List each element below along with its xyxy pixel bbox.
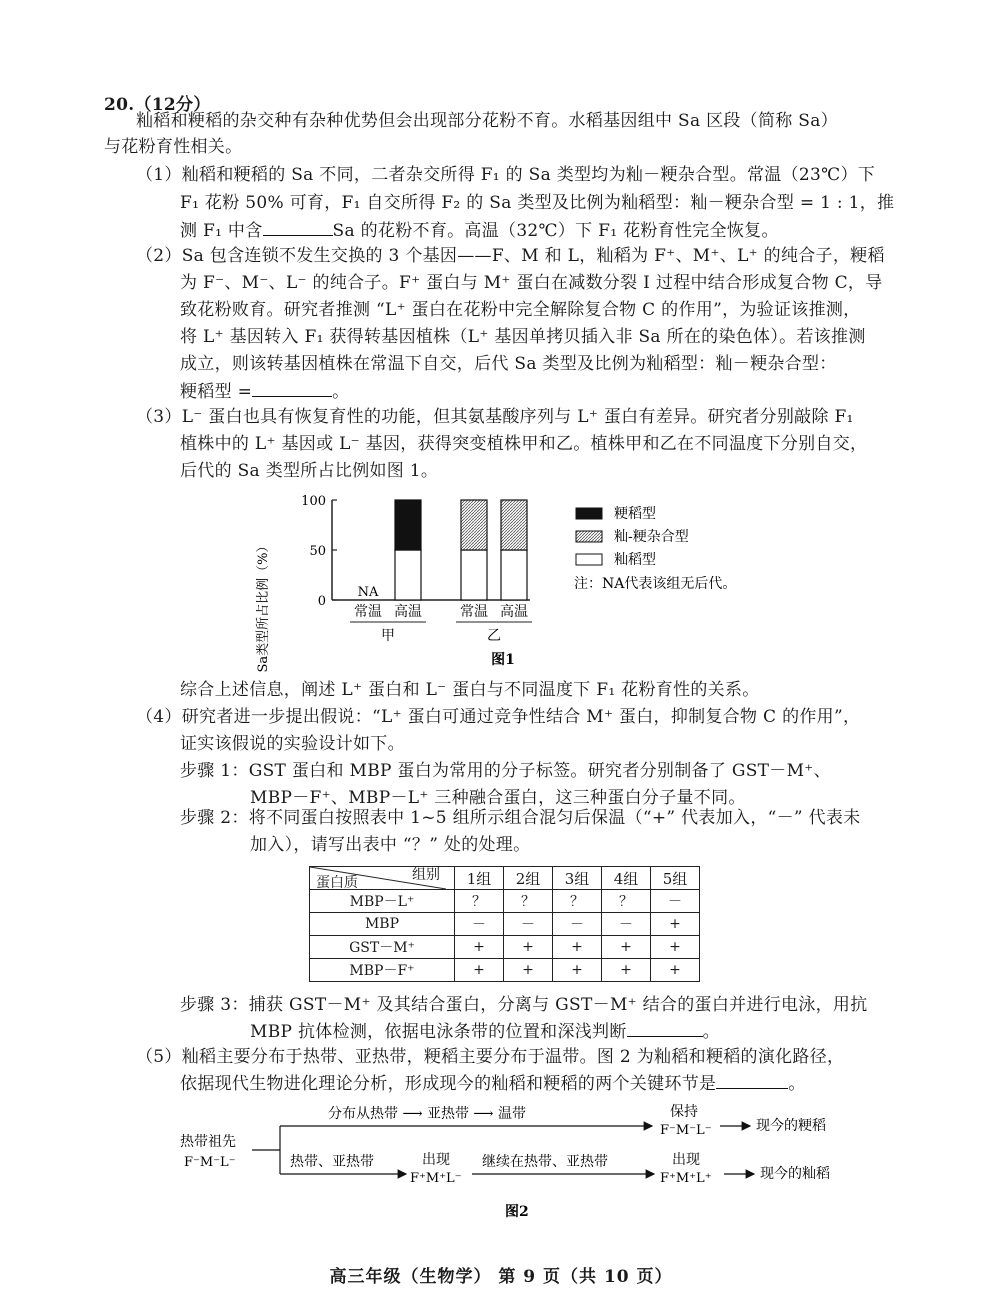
table-cell: + — [455, 936, 504, 959]
group-header: 1组 — [455, 867, 504, 890]
experiment-table — [309, 866, 700, 982]
table-cell: + — [651, 959, 700, 982]
table-row — [310, 936, 700, 959]
legend-label-japonica: 粳稻型 — [614, 506, 656, 522]
part3-question: 综合上述信息，阐述 L⁺ 蛋白和 L⁻ 蛋白与不同温度下 F₁ 花粉育性的关系。 — [180, 680, 760, 700]
table-cell: + — [553, 936, 602, 959]
table-row — [310, 890, 700, 913]
step2-line-2: 加入），请写出表中 “？” 处的处理。 — [250, 835, 531, 855]
na-label: NA — [357, 585, 379, 600]
figure-1-title: 图1 — [491, 652, 515, 668]
table-header-row — [310, 867, 700, 890]
question-number: 20. — [104, 95, 135, 115]
x-tick-label: 高温 — [500, 604, 528, 620]
y-tick-label: 50 — [309, 544, 326, 559]
table-cell: + — [455, 959, 504, 982]
part3-line-2: 植株中的 L⁺ 基因或 L⁻ 基因，获得突变植株甲和乙。植株甲和乙在不同温度下分别自交， — [180, 434, 868, 454]
table-cell[interactable]: ？ — [602, 890, 651, 913]
table-cell: － — [455, 913, 504, 936]
figure-1-chart — [240, 488, 780, 673]
part1-line-2: F₁ 花粉 50% 可育，F₁ 自交所得 F₂ 的 Sa 类型及比例为籼稻型：籼－粳杂合型 = 1 : 1，推 — [180, 193, 895, 213]
part5-line-1: （5）籼稻主要分布于热带、亚热带，粳稻主要分布于温带。图 2 为籼稻和粳稻的演化路径， — [136, 1047, 845, 1067]
part5-line-2: 依据现代生物进化理论分析，形成现今的籼稻和粳稻的两个关键环节是 。 — [180, 1070, 806, 1097]
legend-label-hybrid: 籼-粳杂合型 — [614, 529, 689, 545]
table-row — [310, 959, 700, 982]
intro-line-2: 与花粉育性相关。 — [104, 137, 243, 157]
bar-segment — [501, 500, 527, 550]
ancestor-genotype: F⁻M⁻L⁻ — [184, 1155, 236, 1170]
corner-label-protein: 蛋白质 — [316, 875, 358, 891]
table-cell: － — [553, 913, 602, 936]
y-tick-label: 100 — [301, 494, 326, 509]
figure-2-title: 图2 — [505, 1204, 529, 1220]
legend-swatch-japonica — [576, 508, 602, 519]
legend-swatch-hybrid — [576, 531, 602, 542]
page-footer: 高三年级（生物学） 第 9 页（共 10 页） — [329, 1267, 673, 1287]
part2-line-6: 粳稻型 = 。 — [180, 378, 349, 405]
row-protein-name: MBP－L⁺ — [310, 890, 455, 913]
lower-genotype-1: F⁺M⁺L⁻ — [410, 1171, 462, 1186]
x-tick-label: 常温 — [354, 604, 382, 620]
table-row — [310, 913, 700, 936]
group-header: 3组 — [553, 867, 602, 890]
upper-keep-label: 保持 — [670, 1104, 698, 1120]
answer-blank-2[interactable] — [252, 378, 332, 397]
table-corner-cell — [310, 867, 455, 890]
table-cell[interactable]: ？ — [455, 890, 504, 913]
table-cell: + — [553, 959, 602, 982]
bar-segment — [461, 550, 487, 600]
table-cell: + — [504, 959, 553, 982]
x-tick-label: 高温 — [394, 604, 422, 620]
part2-line-4: 将 L⁺ 基因转入 F₁ 获得转基因植株（L⁺ 基因单拷贝插入非 Sa 所在的染色体）。若该推测 — [180, 327, 866, 347]
part4-line-2: 证实该假说的实验设计如下。 — [180, 734, 405, 754]
legend-swatch-indica — [576, 554, 602, 565]
row-protein-name: MBP－F⁺ — [310, 959, 455, 982]
step2-line-1: 步骤 2：将不同蛋白按照表中 1~5 组所示组合混匀后保温（“+” 代表加入，“－” 代表未 — [180, 808, 861, 828]
corner-label-group: 组别 — [412, 867, 440, 883]
upper-genotype: F⁻M⁻L⁻ — [660, 1123, 712, 1138]
legend-label-indica: 籼稻型 — [614, 552, 656, 568]
table-cell: + — [651, 936, 700, 959]
table-cell: － — [651, 890, 700, 913]
ancestor-name: 热带祖先 — [180, 1134, 236, 1150]
group-header: 4组 — [602, 867, 651, 890]
group-header: 2组 — [504, 867, 553, 890]
bar-segment — [395, 500, 421, 550]
table-cell[interactable]: ？ — [504, 890, 553, 913]
lower-path-label-2: 继续在热带、亚热带 — [482, 1154, 608, 1170]
lower-result-label: 现今的籼稻 — [760, 1166, 830, 1182]
bar-segment — [501, 550, 527, 600]
part2-line-2: 为 F⁻、M⁻、L⁻ 的纯合子。F⁺ 蛋白与 M⁺ 蛋白在减数分裂 Ⅰ 过程中结合形成复合物 C，导 — [180, 273, 883, 293]
y-tick-label: 0 — [317, 594, 326, 609]
upper-path-label: 分布从热带 ⟶ 亚热带 ⟶ 温带 — [328, 1106, 526, 1122]
table-cell: + — [504, 936, 553, 959]
intro-line-1: 籼稻和粳稻的杂交种有杂种优势但会出现部分花粉不育。水稻基因组中 Sa 区段（简称 Sa） — [136, 111, 838, 131]
figure-2-evolution-diagram — [170, 1098, 890, 1228]
part4-line-1: （4）研究者进一步提出假说：“L⁺ 蛋白可通过竞争性结合 M⁺ 蛋白，抑制复合物 C 的作用”， — [136, 707, 861, 727]
bar-segment — [461, 500, 487, 550]
answer-blank-1[interactable] — [263, 217, 333, 236]
step3-line-1: 步骤 3：捕获 GST－M⁺ 及其结合蛋白，分离与 GST－M⁺ 结合的蛋白并进行电泳，用抗 — [180, 995, 868, 1015]
lower-appear-label-1: 出现 — [422, 1152, 450, 1168]
bar-segment — [395, 550, 421, 600]
group-header: 5组 — [651, 867, 700, 890]
group-label-yi: 乙 — [487, 628, 501, 644]
group-label-jia: 甲 — [381, 628, 395, 644]
part1-line-1: （1）籼稻和粳稻的 Sa 不同，二者杂交所得 F₁ 的 Sa 类型均为籼－粳杂合型。常温（23℃）下 — [136, 165, 876, 185]
part2-line-5: 成立，则该转基因植株在常温下自交，后代 Sa 类型及比例为籼稻型：籼－粳杂合型： — [180, 354, 837, 374]
table-cell: + — [602, 936, 651, 959]
part1-line-3: 测 F₁ 中含 Sa 的花粉不育。高温（32℃）下 F₁ 花粉育性完全恢复。 — [180, 217, 779, 244]
table-cell: － — [602, 913, 651, 936]
chart-ylabel: Sa类型所占比例（%） — [256, 539, 271, 673]
lower-genotype-2: F⁺M⁺L⁺ — [660, 1171, 712, 1186]
lower-path-label-1: 热带、亚热带 — [290, 1154, 374, 1170]
table-cell: + — [651, 913, 700, 936]
lower-appear-label-2: 出现 — [672, 1152, 700, 1168]
part2-line-1: （2）Sa 包含连锁不发生交换的 3 个基因——F、M 和 L，籼稻为 F⁺、M⁺、L⁺ 的纯合子，粳稻 — [136, 246, 885, 266]
step1-line-2: MBP－F⁺、MBP－L⁺ 三种融合蛋白，这三种蛋白分子量不同。 — [250, 788, 746, 808]
x-tick-label: 常温 — [460, 604, 488, 620]
question-score: （12分） — [134, 95, 211, 115]
part3-line-3: 后代的 Sa 类型所占比例如图 1。 — [180, 461, 439, 481]
answer-blank-4[interactable] — [716, 1070, 788, 1089]
upper-result-label: 现今的粳稻 — [756, 1118, 826, 1134]
row-protein-name: GST－M⁺ — [310, 936, 455, 959]
part3-line-1: （3）L⁻ 蛋白也具有恢复育性的功能，但其氨基酸序列与 L⁺ 蛋白有差异。研究者分别敲除 F₁ — [136, 407, 854, 427]
table-cell: － — [504, 913, 553, 936]
table-cell[interactable]: ？ — [553, 890, 602, 913]
table-cell: + — [602, 959, 651, 982]
answer-blank-3[interactable] — [627, 1018, 703, 1037]
step1-line-1: 步骤 1：GST 蛋白和 MBP 蛋白为常用的分子标签。研究者分别制备了 GST－M⁺、 — [180, 761, 831, 781]
chart-note: 注：NA代表该组无后代。 — [574, 576, 737, 592]
row-protein-name: MBP — [310, 913, 455, 936]
part2-line-3: 致花粉败育。研究者推测 “L⁺ 蛋白在花粉中完全解除复合物 C 的作用”，为验证该推测， — [180, 300, 861, 320]
step3-line-2: MBP 抗体检测，依据电泳条带的位置和深浅判断 。 — [250, 1018, 720, 1045]
